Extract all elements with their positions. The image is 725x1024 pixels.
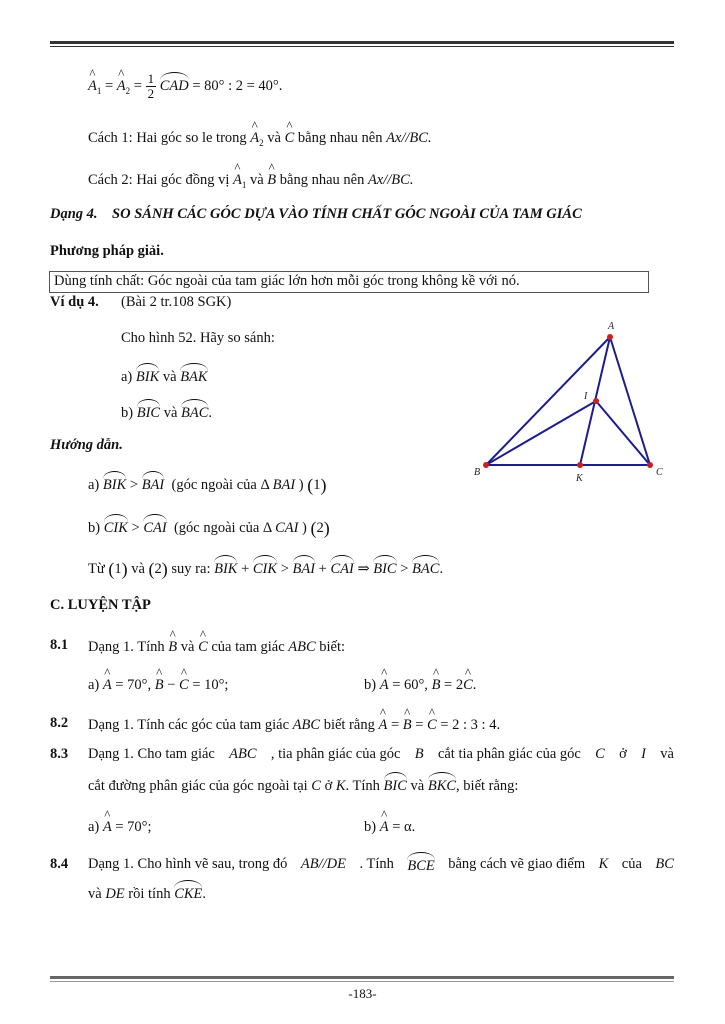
label-C: C <box>656 467 663 478</box>
p83-b: b) ^ A = α. <box>364 817 415 836</box>
p82-num: 8.2 <box>50 715 69 731</box>
label-I: I <box>584 391 588 402</box>
p84-line2: và DE rồi tính CKE. <box>88 886 207 902</box>
example-label: Ví dụ 4. <box>50 294 99 310</box>
method-text: Dùng tính chất: Góc ngoài của tam giác lớn hơn mỗi góc trong không kề với nó. <box>54 273 520 289</box>
p82-text: Dạng 1. Tính các góc của tam giác ABC biết rằng ^ A = ^ B = ^ C = 2 : 3 : 4. <box>88 715 500 734</box>
angle-A2: ^ A <box>117 76 126 94</box>
p83-line2: cắt đường phân giác của góc ngoài tại C ở K. Tính BIC và BKC, biết rằng: <box>88 778 519 794</box>
triangle-figure <box>470 315 680 490</box>
p81-a: a) ^ A = 70°, ^ B − ^ C = 10°; <box>88 675 228 694</box>
section-heading: Dạng 4. SO SÁNH CÁC GÓC DỰA VÀO TÍNH CHẤT GÓC NGOÀI CỦA TAM GIÁC <box>50 206 582 222</box>
page-number: -183- <box>348 986 377 1001</box>
point-C <box>647 462 653 468</box>
p83-num: 8.3 <box>50 746 69 762</box>
header-rule-thick <box>50 41 674 44</box>
example-b: b) BIC và BAC. <box>121 405 213 421</box>
p84-num: 8.4 <box>50 856 69 872</box>
guide-title: Hướng dẫn. <box>50 437 123 453</box>
eq-rest: = 80° : 2 = 40°. <box>192 78 283 95</box>
guide-a: a) BIK > BAI (góc ngoài của Δ BAI ) (1) <box>88 475 327 495</box>
p81-text: Dạng 1. Tính ^ B và ^ C của tam giác ABC biết: <box>88 637 345 656</box>
p81-b: b) ^ A = 60°, ^ B = 2^ C. <box>364 675 476 694</box>
point-K <box>577 462 583 468</box>
example-ref: (Bài 2 tr.108 SGK) <box>121 294 232 310</box>
footer-rule-thin <box>50 981 674 982</box>
p83-a: a) ^ A = 70°; <box>88 817 152 836</box>
p81-num: 8.1 <box>50 637 69 653</box>
guide-b: b) CIK > CAI (góc ngoài của Δ CAI ) (2) <box>88 518 330 538</box>
point-A <box>607 334 613 340</box>
header-rule-thin <box>50 46 674 47</box>
angle-equation: ^ $A_1$ = ^ $A_2$ = $\frac{1}{2}$ CAD = 80° : 2 = 40°. <box>88 72 282 102</box>
p83-line1: Dạng 1. Cho tam giác ABC , tia phân giác của góc B cắt tia phân giác của góc C ở I và <box>88 746 674 762</box>
example-a: a) BIK và BAK <box>121 369 208 385</box>
p84-line1: Dạng 1. Cho hình vẽ sau, trong đó AB//DE . Tính BCE bằng cách vẽ giao điểm K của BC <box>88 856 674 874</box>
angle-A1: ^ A <box>88 76 97 94</box>
practice-title: C. LUYỆN TẬP <box>50 597 151 613</box>
label-B: B <box>474 467 481 478</box>
label-K: K <box>576 473 583 484</box>
cach-2: Cách 2: Hai góc đồng vị ^ $A_1$ và ^ B bằng nhau nên Ax//BC. <box>88 170 413 190</box>
guide-c: Từ (1) và (2) suy ra: BIK + CIK > BAI + CAI ⇒ BIC > BAC. <box>88 559 444 579</box>
footer-rule-thick <box>50 976 674 979</box>
example-intro: Cho hình 52. Hãy so sánh: <box>121 330 275 346</box>
point-I <box>593 398 599 404</box>
sub-1: 1 <box>96 86 102 97</box>
label-A: A <box>608 321 615 332</box>
point-B <box>483 462 489 468</box>
method-title: Phương pháp giải. <box>50 243 164 259</box>
fraction-half: $\frac{1}{2}$ <box>147 71 155 102</box>
cach-1: Cách 1: Hai góc so le trong ^ $A_2$ và ^ C bằng nhau nên Ax//BC. <box>88 128 432 148</box>
sub-2: 2 <box>125 86 131 97</box>
angle-CAD: CAD <box>159 78 189 95</box>
